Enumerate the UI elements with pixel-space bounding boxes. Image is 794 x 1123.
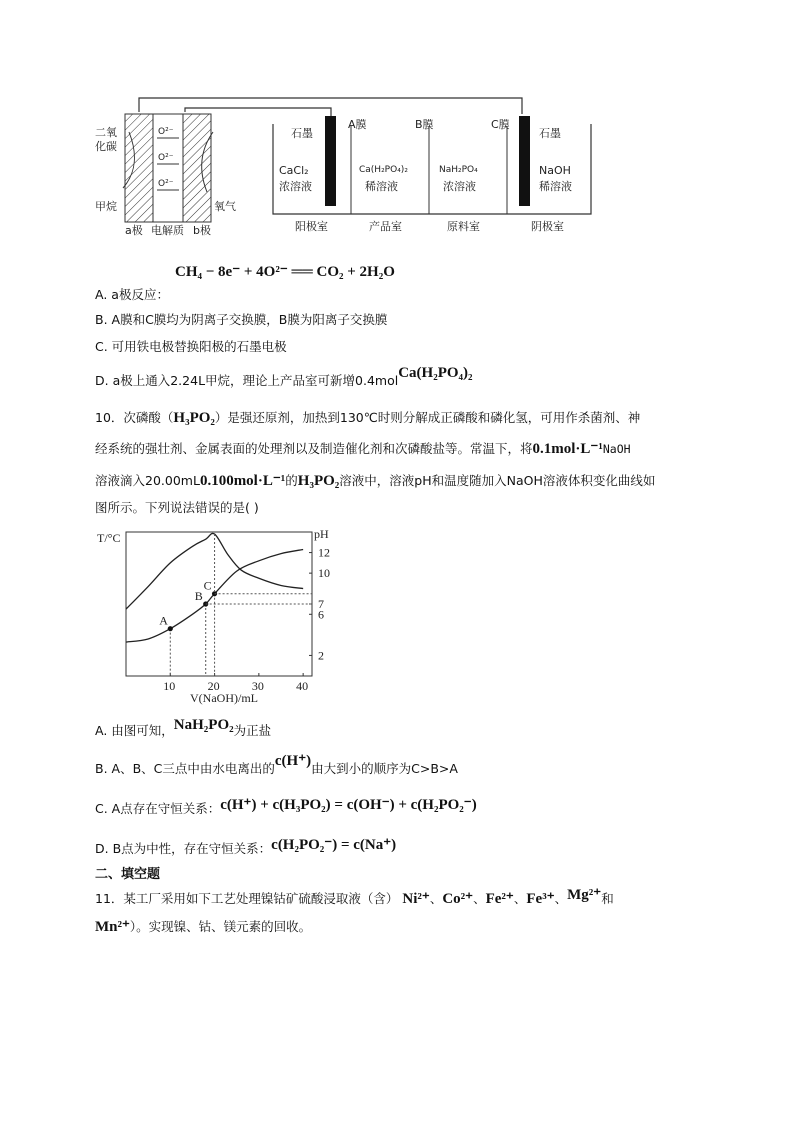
q10-naoh-conc: 0.1mol·L⁻¹	[532, 441, 603, 457]
electrode-b-label: b极	[193, 224, 211, 237]
q11-line-2	[95, 918, 311, 936]
chamber-raw-solution: 浓溶液	[443, 180, 476, 193]
ion-fe2: Fe²⁺	[485, 891, 514, 907]
chamber-cathode-name: 阴极室	[531, 220, 564, 233]
q10-option-a-post: 为正盐	[233, 723, 272, 738]
ion-mn: Mn²⁺	[95, 919, 130, 935]
q10-option-b	[95, 753, 458, 778]
q10-line-1	[95, 409, 640, 427]
q10-line2-pre: 经系统的强壮剂、金属表面的处理剂以及制造催化剂和次磷酸盐等。常温下，将	[95, 441, 533, 456]
y-tick-label-7: 7	[318, 597, 324, 611]
q9-option-d-formula: Ca(H₂PO₄)₂	[398, 365, 473, 381]
q10-line3-pre: 溶液滴入20.00mL	[95, 473, 200, 488]
q10-line-4: 图所示。下列说法错误的是( )	[95, 500, 259, 515]
q10-option-b-post: 由大到小的顺序为C>B>A	[311, 761, 458, 776]
y-tick-label-12: 12	[318, 545, 330, 560]
electrode-a-label: a极	[125, 224, 143, 237]
y-tick-label-10: 10	[318, 566, 330, 581]
graphite-right-label: 石墨	[539, 127, 561, 140]
ion-co: Co²⁺	[442, 891, 474, 907]
co2-label-2: 化碳	[95, 140, 117, 153]
q9-option-b: B. A膜和C膜均为阴离子交换膜，B膜为阳离子交换膜	[95, 312, 388, 327]
ion-label-2: O²⁻	[158, 153, 174, 163]
x-axis-label: V(NaOH)/mL	[190, 691, 258, 705]
q9-equation: CH₄ − 8e⁻ + 4O²⁻ ══ CO₂ + 2H₂O	[175, 264, 395, 280]
q10-line1-pre: 10．次磷酸（	[95, 410, 174, 425]
q10-option-a-formula: NaH₂PO₂	[173, 717, 234, 733]
membrane-c-label: C膜	[491, 118, 510, 131]
q11-line1-pre: 11．某工厂采用如下工艺处理镍钴矿硫酸浸取液（含）	[95, 891, 399, 906]
q9-option-a: A. a极反应：	[95, 287, 169, 302]
chamber-product-solution: 稀溶液	[365, 180, 398, 193]
chamber-anode-solution: 浓溶液	[279, 180, 312, 193]
chamber-product-name: 产品室	[369, 220, 402, 233]
oxygen-label: 氧气	[214, 200, 236, 213]
chamber-anode-name: 阳极室	[295, 220, 328, 233]
x-tick-label-20: 20	[207, 679, 220, 693]
electrode-a	[125, 114, 153, 222]
q10-option-c-formula: c(H⁺) + c(H₃PO₂) = c(OH⁻) + c(H₂PO₂⁻)	[220, 797, 477, 813]
graphite-left-label: 石墨	[291, 127, 313, 140]
point-label-C: C	[203, 578, 212, 593]
q10-option-c-pre: C. A点存在守恒关系：	[95, 801, 221, 816]
electrolyte-label: 电解质	[151, 224, 184, 237]
graphite-cathode	[519, 116, 530, 206]
ph-temperature-chart	[95, 520, 345, 710]
q10-option-c	[95, 797, 477, 818]
q10-h3po2: H₃PO₂	[173, 410, 215, 426]
q10-line-3	[95, 472, 655, 490]
chamber-cathode-solute: NaOH	[539, 164, 571, 177]
q10-option-d-formula: c(H₂PO₂⁻) = c(Na⁺)	[271, 837, 397, 853]
q11-line2-post: ）。实现镍、钴、镁元素的回收。	[129, 919, 312, 934]
chamber-raw-solute: NaH₂PO₄	[439, 165, 478, 175]
electrode-b	[183, 114, 211, 222]
point-A	[168, 626, 173, 631]
q10-option-d	[95, 837, 397, 858]
point-label-A: A	[159, 613, 168, 628]
q9-option-d	[95, 365, 473, 390]
x-tick-label-40: 40	[296, 679, 309, 693]
methane-label: 甲烷	[95, 200, 117, 213]
ion-mg: Mg²⁺	[567, 887, 602, 903]
ion-label-1: O²⁻	[158, 127, 174, 137]
ion-ni: Ni²⁺	[402, 891, 430, 907]
co2-label-1: 二氧	[95, 126, 117, 139]
point-label-B: B	[194, 589, 203, 603]
chamber-raw-name: 原料室	[447, 220, 480, 233]
q9-option-d-text: D. a极上通入2.24L甲烷，理论上产品室可新增0.4mol	[95, 373, 399, 388]
chamber-product-solute: Ca(H₂PO₄)₂	[359, 165, 408, 175]
y-tick-label-6: 6	[318, 607, 324, 622]
q10-line-2	[95, 440, 631, 458]
q10-option-b-pre: B. A、B、C三点中由水电离出的	[95, 761, 275, 776]
q10-acid-conc: 0.100mol·L⁻¹	[199, 473, 286, 489]
graphite-anode	[325, 116, 336, 206]
q10-h3po2-2: H₃PO₂	[297, 473, 340, 489]
q10-option-b-formula: c(H⁺)	[274, 753, 312, 769]
q10-option-a-pre: A. 由图可知，	[95, 723, 174, 738]
q10-line2-post: NaOH	[602, 442, 631, 456]
q10-line1-post: ）是强还原剂，加热到130℃时则分解成正磷酸和磷化氢，可用作杀菌剂、神	[214, 410, 641, 425]
q9-option-c: C. 可用铁电极替换阳极的石墨电极	[95, 339, 287, 354]
q11-line-1: 11．某工厂采用如下工艺处理镍钴矿硫酸浸取液（含） Ni²⁺、Co²⁺、Fe²⁺、Fe³⁺、Mg²⁺和	[95, 887, 614, 907]
membrane-b-label: B膜	[415, 118, 434, 131]
q10-option-a	[95, 717, 272, 740]
ion-label-3: O²⁻	[158, 179, 174, 189]
ion-fe3: Fe³⁺	[526, 891, 555, 907]
membrane-a-label: A膜	[348, 118, 367, 131]
q10-line3-mid: 的	[285, 473, 298, 488]
electrolysis-diagram	[95, 92, 605, 242]
section-heading: 二、填空题	[95, 867, 161, 882]
chamber-anode-solute: CaCl₂	[279, 164, 309, 177]
x-tick-label-30: 30	[251, 679, 264, 693]
q10-line3-post: 溶液中，溶液pH和温度随加入NaOH溶液体积变化曲线如	[339, 473, 656, 488]
y-right-label: pH	[314, 527, 329, 541]
y-left-label: T/°C	[97, 531, 121, 545]
q11-and: 和	[601, 891, 614, 906]
q10-option-d-pre: D. B点为中性，存在守恒关系：	[95, 841, 272, 856]
chamber-cathode-solution: 稀溶液	[539, 180, 572, 193]
y-tick-label-2: 2	[318, 648, 324, 663]
x-tick-label-10: 10	[163, 679, 176, 693]
